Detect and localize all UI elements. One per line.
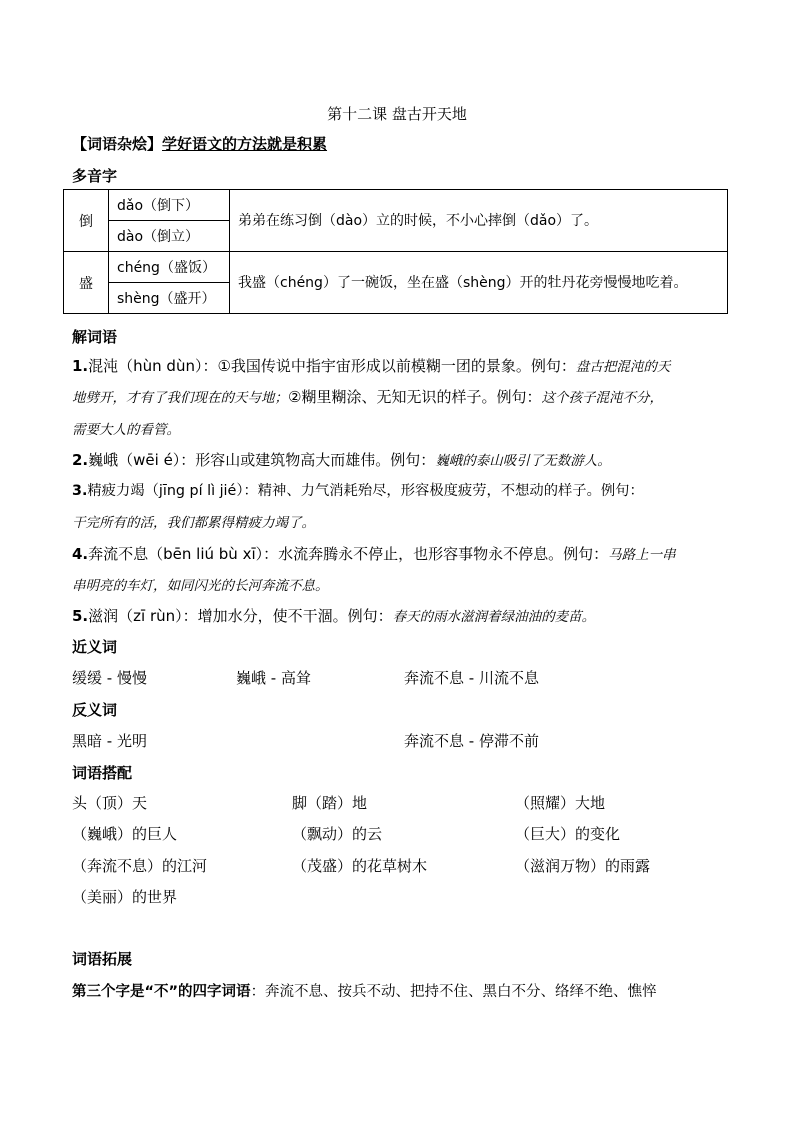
poly-example: 我盛（chéng）了一碗饭，坐在盛（shèng）开的牡丹花旁慢慢地吃着。 xyxy=(230,252,728,314)
poly-reading: dǎo（倒下） xyxy=(109,190,230,221)
synonym-item: 缓缓 - 慢慢 xyxy=(72,669,147,687)
poly-char: 倒 xyxy=(64,190,109,252)
explain-item-4-line2: 串明亮的车灯，如同闪光的长河奔流不息。 xyxy=(72,578,329,594)
table-row xyxy=(64,190,728,221)
collocation-item: （飘动）的云 xyxy=(292,825,383,843)
collocation-item: （照耀）大地 xyxy=(515,794,606,812)
synonyms-heading: 近义词 xyxy=(72,638,118,656)
antonym-item: 奔流不息 - 停滞不前 xyxy=(404,732,539,750)
item-definition: 奔流不息（bēn liú bù xī）：水流奔腾永不停止，也形容事物永不停息。例句： xyxy=(88,545,609,563)
explain-item-1-line3: 需要大人的看管。 xyxy=(72,422,180,438)
synonym-item: 巍峨 - 高耸 xyxy=(236,669,311,687)
page-title: 第十二课 盘古开天地 xyxy=(327,105,467,123)
item-example: 巍峨的泰山吸引了无数游人。 xyxy=(435,453,611,469)
item-number: 5. xyxy=(72,607,89,625)
antonyms-heading: 反义词 xyxy=(72,701,118,719)
collocation-item: （滋润万物）的雨露 xyxy=(515,857,651,875)
item-example: 盘古把混沌的天 xyxy=(575,359,671,375)
collocation-item: （茂盛）的花草树木 xyxy=(292,857,428,875)
item-definition: 滋润（zī rùn）：增加水分，使不干涸。例句： xyxy=(88,607,393,625)
synonym-item: 奔流不息 - 川流不息 xyxy=(404,669,539,687)
poly-reading: dào（倒立） xyxy=(109,221,230,252)
extension-line xyxy=(72,980,657,1001)
section-bracket: 【词语杂烩】 xyxy=(72,135,163,153)
polyphonic-table xyxy=(63,189,728,314)
item-number: 2. xyxy=(72,451,89,469)
extension-text: ：奔流不息、按兵不动、把持不住、黑白不分、络绎不绝、憔悴 xyxy=(250,984,657,1000)
extension-lead: 第三个字是“不”的四字词语 xyxy=(72,984,251,1000)
item-example-2: 这个孩子混沌不分， xyxy=(541,390,663,406)
item-definition: 巍峨（wēi é）：形容山或建筑物高大而雄伟。例句： xyxy=(88,451,436,469)
poly-reading: chéng（盛饭） xyxy=(109,252,230,283)
polyphonic-heading: 多音字 xyxy=(72,167,118,185)
collocation-item: （巨大）的变化 xyxy=(515,825,621,843)
antonym-item: 黑暗 - 光明 xyxy=(72,732,147,750)
collocation-heading: 词语搭配 xyxy=(72,764,133,782)
explain-item-1 xyxy=(72,355,670,376)
item-number: 3. xyxy=(72,483,88,499)
extension-heading: 词语拓展 xyxy=(72,950,133,968)
item-number: 4. xyxy=(72,545,89,563)
explain-item-2 xyxy=(72,449,611,470)
item-number: 1. xyxy=(72,357,89,375)
poly-example: 弟弟在练习倒（dào）立的时候，不小心摔倒（dǎo）了。 xyxy=(230,190,728,252)
explain-item-3-line2: 干完所有的活，我们都累得精疲力竭了。 xyxy=(72,515,315,531)
item-example-cont: 地劈开，才有了我们现在的天与地； xyxy=(72,390,288,406)
explain-item-1-line2 xyxy=(72,386,663,407)
explain-item-5 xyxy=(72,605,595,626)
collocation-item: （奔流不息）的江河 xyxy=(72,857,208,875)
item-definition: 混沌（hùn dùn）：①我国传说中指宇宙形成以前模糊一团的景象。例句： xyxy=(88,357,576,375)
item-example: 春天的雨水滋润着绿油油的麦苗。 xyxy=(392,609,596,625)
collocation-item: 头（顶）天 xyxy=(72,794,148,812)
collocation-item: （巍峨）的巨人 xyxy=(72,825,178,843)
collocation-item: 脚（踏）地 xyxy=(292,794,368,812)
table-row xyxy=(64,252,728,283)
section-header xyxy=(72,133,327,154)
item-definition: 精疲力竭（jīng pí lì jié）：精神、力气消耗殆尽，形容极度疲劳，不想动的样子。例句： xyxy=(87,483,644,499)
explain-heading: 解词语 xyxy=(72,328,118,346)
section-motto: 学好语文的方法就是积累 xyxy=(162,135,328,153)
poly-char: 盛 xyxy=(64,252,109,314)
item-definition-2: ②糊里糊涂、无知无识的样子。例句： xyxy=(288,388,542,406)
collocation-item: （美丽）的世界 xyxy=(72,888,178,906)
explain-item-3 xyxy=(72,480,644,500)
explain-item-4 xyxy=(72,543,676,564)
item-example: 马路上一串 xyxy=(608,547,676,563)
poly-reading: shèng（盛开） xyxy=(109,283,230,314)
